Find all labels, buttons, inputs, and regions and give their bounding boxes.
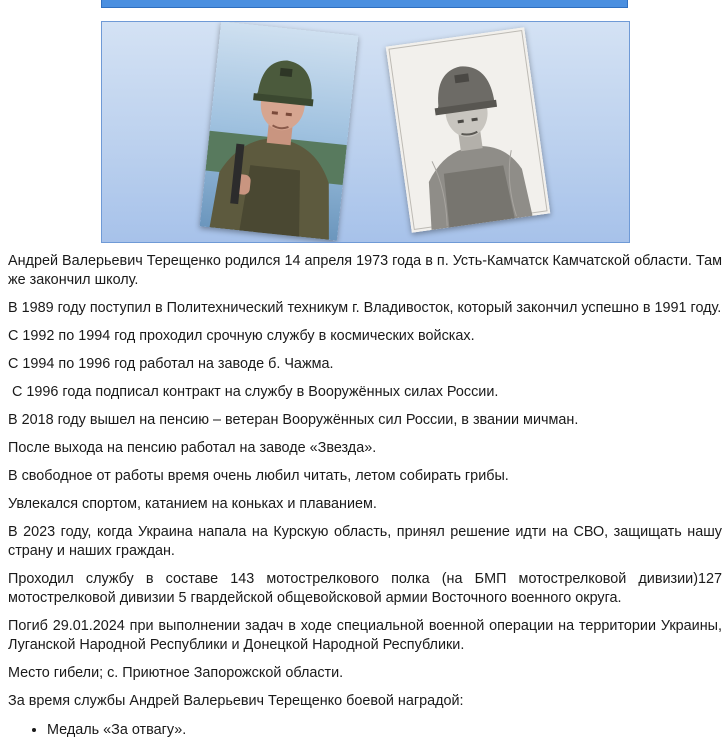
bio-paragraph-contract: С 1996 года подписал контракт на службу в Вооружённых силах России. <box>8 384 499 400</box>
portrait-photo-image <box>200 21 359 240</box>
bio-paragraph-conscription: С 1992 по 1994 год проходил срочную службу в космических войсках. <box>8 328 475 344</box>
bio-paragraph-retirement: В 2018 году вышел на пенсию – ветеран Вооружённых сил России, в звании мичман. <box>8 412 579 428</box>
bio-paragraph-birth: Андрей Валерьевич Терещенко родился 14 апреля 1973 года в п. Усть-Камчатск Камчатской области. Там же закончил школу. <box>8 253 722 288</box>
pencil-drawing-image <box>386 27 551 233</box>
bio-paragraph-place: Место гибели; с. Приютное Запорожской области. <box>8 665 344 681</box>
awards-list <box>8 721 722 740</box>
bio-paragraph-work: С 1994 по 1996 год работал на заводе б. Чажма. <box>8 356 334 372</box>
bio-paragraph-awards-intro: За время службы Андрей Валерьевич Терещенко боевой наградой: <box>8 693 464 709</box>
bio-paragraph-education: В 1989 году поступил в Политехнический техникум г. Владивосток, который закончил успешно в 1991 году. <box>8 300 722 316</box>
pencil-drawing <box>386 27 551 233</box>
top-banner <box>101 0 628 8</box>
photo-panel <box>101 21 630 243</box>
bio-paragraph-sport: Увлекался спортом, катанием на коньках и плаванием. <box>8 496 377 512</box>
portrait-photo <box>200 21 359 240</box>
bio-paragraph-hobbies: В свободное от работы время очень любил читать, летом собирать грибы. <box>8 468 509 484</box>
bio-paragraph-service: Проходил службу в составе 143 мотострелкового полка (на БМП мотострелковой дивизии)127 мотострелковой дивизии 5 гвардейской общевойсковой армии Восточного военного округа. <box>8 571 722 606</box>
bio-paragraph-death: Погиб 29.01.2024 при выполнении задач в ходе специальной военной операции на территории Украины, Луганской Народной Республики и Донецкой Народной Республики. <box>8 618 722 653</box>
award-item: • Медаль «За отвагу». <box>47 721 722 740</box>
bio-paragraph-decision: В 2023 году, когда Украина напала на Курскую область, принял решение идти на СВО, защищать нашу страну и наших граждан. <box>8 524 722 559</box>
biography-text <box>8 252 722 740</box>
bio-paragraph-zvezda: После выхода на пенсию работал на заводе «Звезда». <box>8 440 377 456</box>
